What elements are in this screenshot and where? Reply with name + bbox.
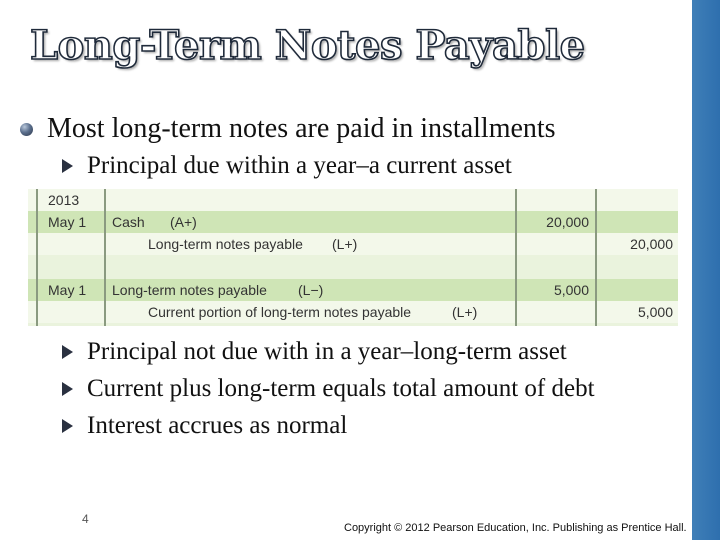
credit-tag: (L+) [332, 236, 358, 252]
sub-point-text: Principal due within a year–a current asset [87, 152, 512, 179]
sub-point [62, 338, 567, 366]
column-divider [104, 189, 106, 326]
sub-point [62, 152, 512, 180]
credit-account: Long-term notes payable [148, 236, 303, 252]
credit-amount: 5,000 [637, 304, 673, 320]
credit-tag: (L+) [452, 304, 478, 320]
debit-amount: 20,000 [546, 214, 589, 230]
debit-account: Cash [112, 214, 145, 230]
entry-date: May 1 [48, 282, 87, 298]
bullet-dot-icon [20, 123, 33, 136]
column-divider [515, 189, 517, 326]
table-row [28, 257, 678, 279]
slide-title: Long-Term Notes Payable [30, 22, 585, 69]
copyright-notice: Copyright © 2012 Pearson Education, Inc. Publishing as Prentice Hall. [344, 522, 687, 534]
page-number: 4 [82, 512, 89, 526]
debit-amount: 5,000 [553, 282, 589, 298]
sub-point-text: Interest accrues as normal [87, 412, 348, 439]
accent-side-bar [692, 0, 720, 540]
debit-account: Long-term notes payable [112, 282, 267, 298]
triangle-bullet-icon [62, 345, 73, 359]
journal-entry-table [28, 189, 678, 326]
debit-tag: (A+) [170, 214, 197, 230]
sub-point-text: Current plus long-term equals total amount of debt [87, 375, 595, 402]
column-divider [36, 189, 38, 326]
triangle-bullet-icon [62, 159, 73, 173]
table-row [28, 189, 678, 211]
column-divider [595, 189, 597, 326]
entry-date: May 1 [48, 214, 87, 230]
journal-year: 2013 [48, 192, 80, 208]
triangle-bullet-icon [62, 419, 73, 433]
sub-point [62, 412, 347, 440]
main-bullet [20, 113, 556, 145]
sub-point-text: Principal not due with in a year–long-term asset [87, 338, 567, 365]
credit-amount: 20,000 [630, 236, 673, 252]
credit-account: Current portion of long-term notes payable [148, 304, 412, 320]
debit-tag: (L−) [298, 282, 324, 298]
sub-point [62, 375, 595, 403]
main-bullet-text: Most long-term notes are paid in installments [47, 113, 556, 144]
triangle-bullet-icon [62, 382, 73, 396]
